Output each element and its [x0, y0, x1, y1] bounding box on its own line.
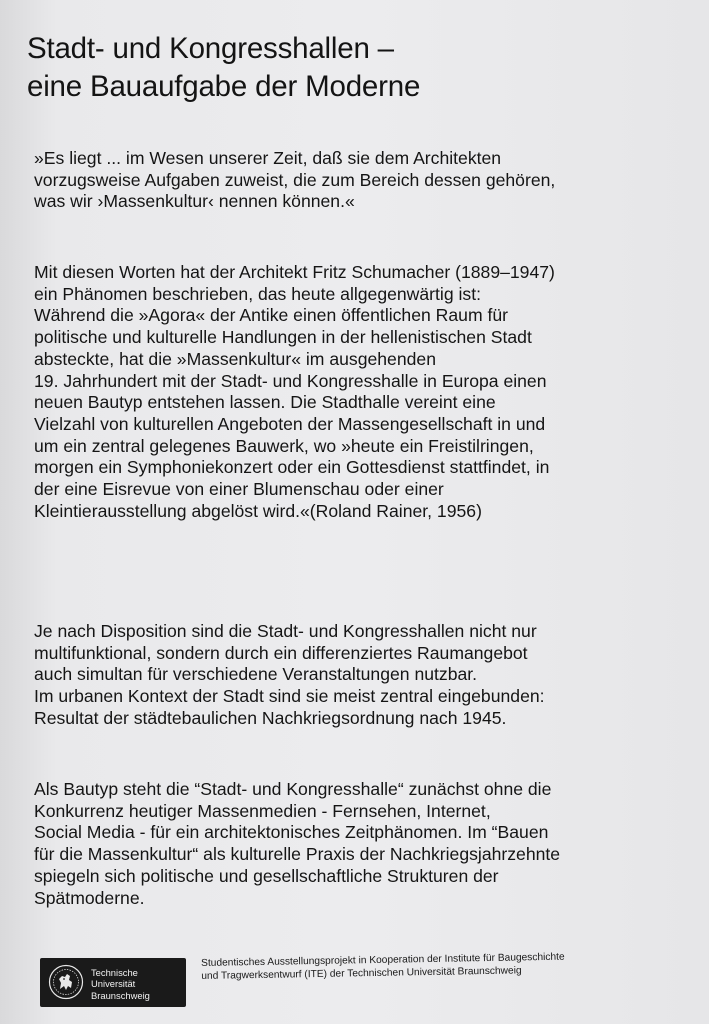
text-line: für die Massenkultur“ als kulturelle Praxis der Nachkriegsjahrzehnte	[34, 844, 561, 865]
body-paragraph	[34, 621, 706, 730]
text-line: was wir ›Massenkultur‹ nennen können.«	[34, 191, 355, 212]
text-line: der eine Eisrevue von einer Blumenschau oder einer	[34, 479, 444, 500]
text-line: Vielzahl von kulturellen Angeboten der Massengesellschaft in und	[34, 413, 546, 434]
credit-line: und Tragwerksentwurf (ITE) der Technischen Universität Braunschweig	[201, 965, 522, 982]
text-line: vorzugsweise Aufgaben zuweist, die zum Bereich dessen gehören,	[34, 169, 556, 190]
title-line: Stadt- und Kongresshallen –	[27, 32, 394, 65]
logo-line: Braunschweig	[91, 989, 150, 1001]
university-logo	[40, 958, 186, 1007]
body-paragraph	[34, 779, 706, 909]
text-line: absteckte, hat die »Massenkultur« im ausgehenden	[34, 348, 436, 369]
text-line: Mit diesen Worten hat der Architekt Fritz Schumacher (1889–1947)	[34, 262, 555, 282]
text-line: Während die »Agora« der Antike einen öffentlichen Raum für	[34, 305, 509, 326]
text-line: spiegeln sich politische und gesellschaftliche Strukturen der	[34, 865, 499, 886]
credit-text	[201, 951, 565, 983]
text-line: Kleintierausstellung abgelöst wird.«(Roland Rainer, 1956)	[34, 500, 482, 521]
text-line: »Es liegt ... im Wesen unserer Zeit, daß sie dem Architekten	[34, 148, 502, 168]
text-line: Konkurrenz heutiger Massenmedien - Fernsehen, Internet,	[34, 800, 491, 821]
page-title	[27, 30, 420, 106]
body-paragraph	[34, 262, 706, 522]
text-line: Resultat der städtebaulichen Nachkriegsordnung nach 1945.	[34, 707, 507, 728]
logo-line: Universität	[91, 978, 136, 990]
title-line: eine Bauaufgabe der Moderne	[27, 70, 421, 103]
text-line: neuen Bautyp entstehen lassen. Die Stadthalle vereint eine	[34, 392, 496, 413]
text-line: Spätmoderne.	[34, 887, 145, 908]
footer	[40, 951, 700, 1015]
logo-line: Technische	[91, 967, 138, 978]
text-line: ein Phänomen beschrieben, das heute allgegenwärtig ist:	[34, 283, 481, 304]
text-line: Als Bautyp steht die “Stadt- und Kongresshalle“ zunächst ohne die	[34, 779, 552, 799]
text-line: morgen ein Symphoniekonzert oder ein Gottesdienst stattfindet, in	[34, 457, 550, 478]
lion-seal-icon	[48, 964, 84, 1000]
logo-text	[91, 967, 150, 1001]
text-line: 19. Jahrhundert mit der Stadt- und Kongresshalle in Europa einen	[34, 370, 547, 391]
credit-line: Studentisches Ausstellungsprojekt in Kooperation der Institute für Baugeschichte	[201, 951, 565, 969]
text-line: auch simultan für verschiedene Veranstaltungen nutzbar.	[34, 664, 478, 685]
text-line: Social Media - für ein architektonisches Zeitphänomen. Im “Bauen	[34, 822, 549, 843]
text-line: multifunktional, sondern durch ein differenziertes Raumangebot	[34, 642, 528, 663]
text-line: Im urbanen Kontext der Stadt sind sie meist zentral eingebunden:	[34, 686, 545, 707]
text-line: Je nach Disposition sind die Stadt- und Kongresshallen nicht nur	[34, 621, 537, 641]
text-line: politische und kulturelle Handlungen in der hellenistischen Stadt	[34, 327, 532, 348]
text-line: um ein zentral gelegenes Bauwerk, wo »heute ein Freistilringen,	[34, 435, 534, 456]
quote-paragraph	[34, 148, 706, 213]
